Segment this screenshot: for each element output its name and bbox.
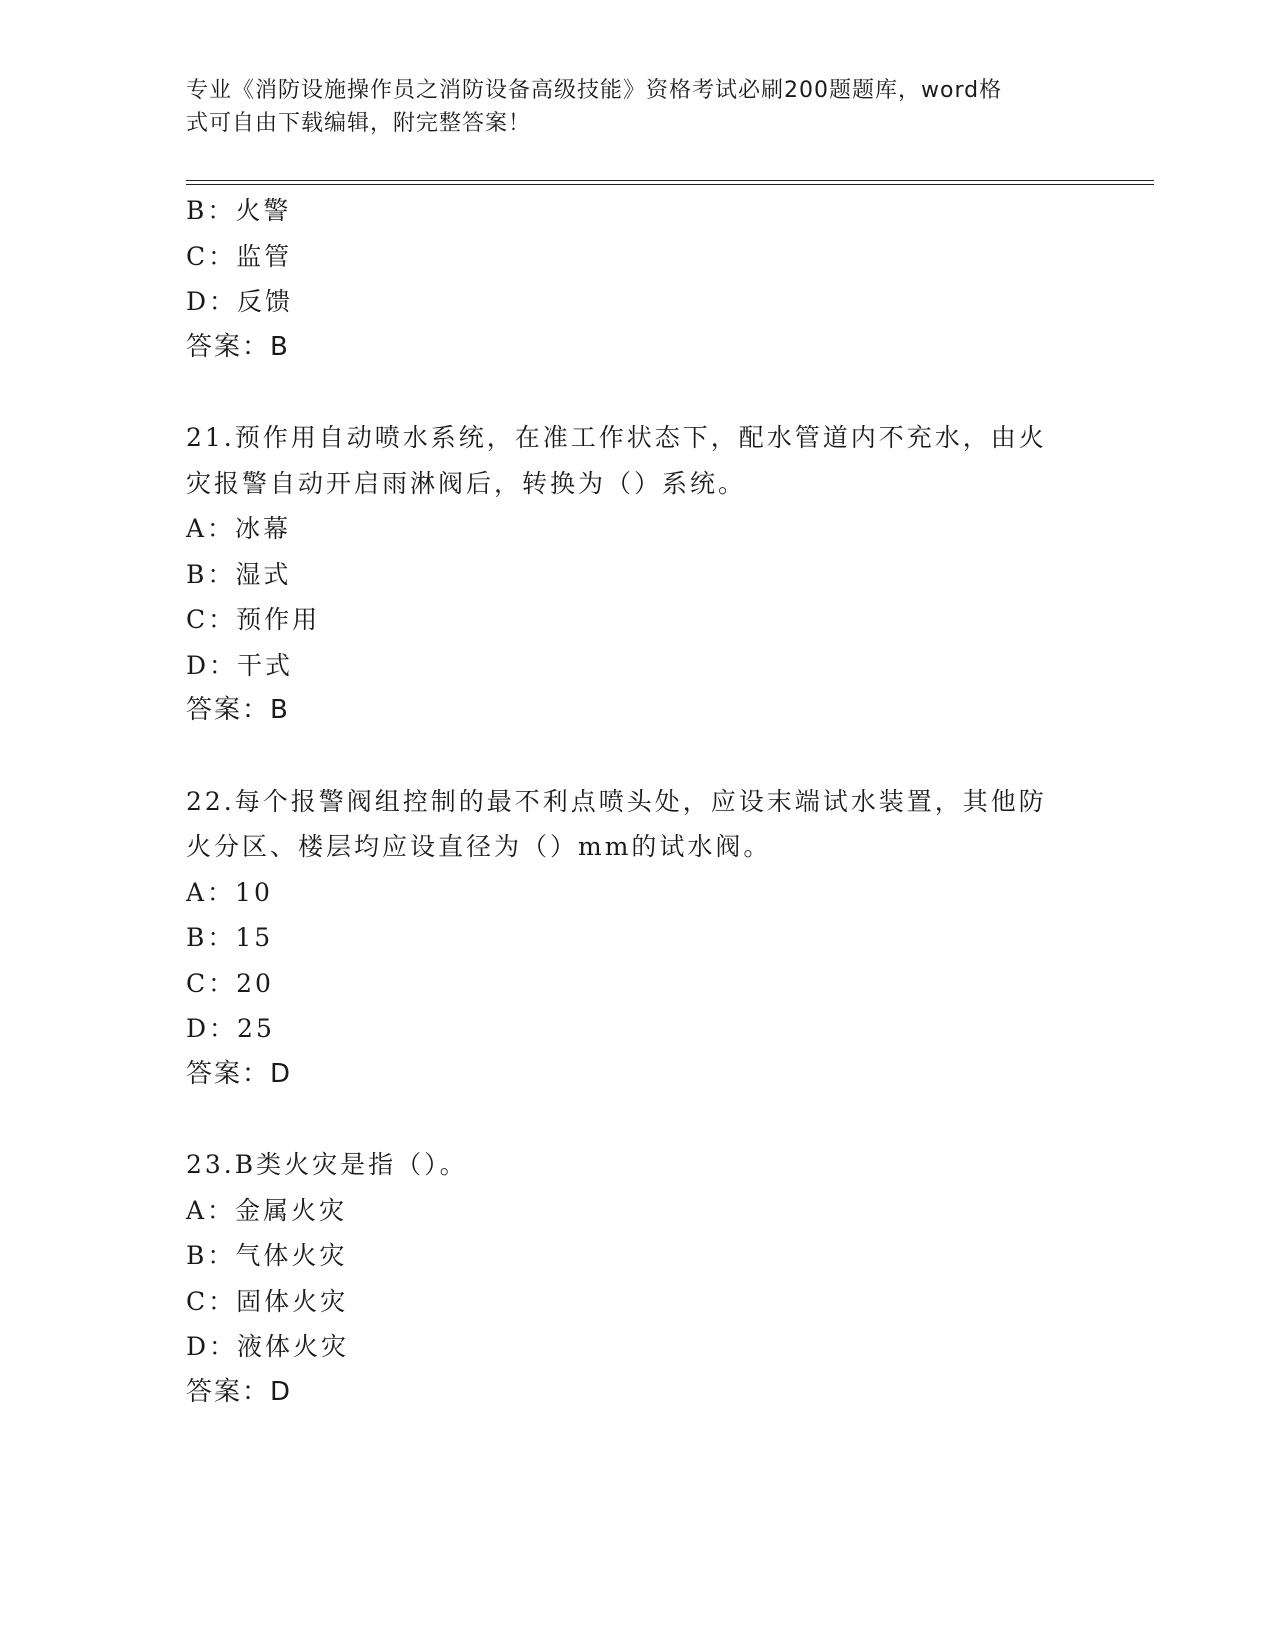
option-c: C：监管 [186, 241, 293, 271]
question-text-line-2: 灾报警自动开启雨淋阀后，转换为（）系统。 [186, 468, 747, 498]
option-d: D：25 [186, 1014, 275, 1043]
option-a: A：金属火灾 [186, 1195, 348, 1225]
option-b: B：湿式 [186, 559, 292, 589]
question-22 [186, 779, 1086, 1098]
option-c: C：固体火灾 [186, 1286, 349, 1316]
option-d: D：干式 [186, 650, 294, 680]
spacer [186, 1097, 1086, 1142]
answer-line: 答案：D [186, 1376, 293, 1407]
document-header [186, 74, 1066, 140]
header-divider-top [186, 180, 1154, 181]
question-21 [186, 415, 1086, 734]
answer-line: 答案：B [186, 331, 290, 362]
option-c: C：20 [186, 968, 274, 998]
option-a: A：10 [186, 877, 273, 907]
option-a: A：冰幕 [186, 514, 292, 543]
question-text-line-1: 23.B类火灾是指（）。 [186, 1150, 468, 1179]
question-text-line-1: 21.预作用自动喷水系统，在准工作状态下，配水管道内不充水，由火 [186, 423, 1047, 452]
spacer [186, 734, 1086, 779]
option-b: B：气体火灾 [186, 1241, 348, 1270]
question-text-line-2: 火分区、楼层均应设直径为（）mm的试水阀。 [186, 832, 772, 861]
option-c: C：预作用 [186, 605, 321, 634]
header-line-2: 式可自由下载编辑，附完整答案！ [186, 111, 532, 136]
previous-question-block [186, 188, 1086, 370]
answer-line: 答案：D [186, 1058, 293, 1089]
question-23 [186, 1142, 1086, 1415]
header-divider-bottom [186, 184, 1154, 185]
header-line-1: 专业《消防设施操作员之消防设备高级技能》资格考试必刷200题题库，word格 [186, 78, 1003, 103]
option-b: B：15 [186, 923, 274, 952]
question-text-line-1: 22.每个报警阀组控制的最不利点喷头处，应设末端试水装置，其他防 [186, 786, 1047, 816]
option-b: B：火警 [186, 196, 292, 225]
option-d: D：液体火灾 [186, 1332, 350, 1361]
answer-line: 答案：B [186, 695, 290, 725]
spacer [186, 370, 1086, 415]
question-content [186, 188, 1086, 1415]
option-d: D：反馈 [186, 287, 294, 316]
